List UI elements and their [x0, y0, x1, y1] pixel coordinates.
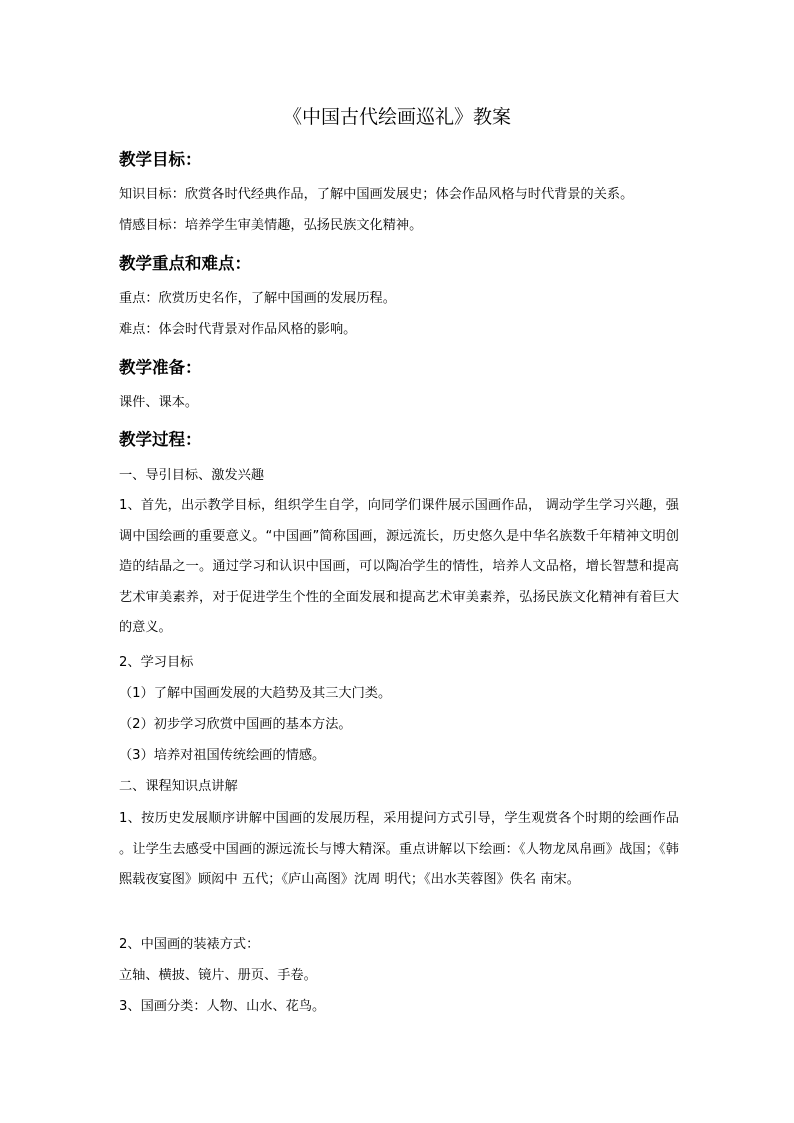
process-part1-paragraph: 1、首先，出示教学目标，组织学生自学，向同学们课件展示国画作品， 调动学生学习兴趣，强调中国绘画的重要意义。“中国画”简称国画，源远流长，历史悠久是中华名族数千年精神文明创造的结晶之一。通过学习和认识中国画，可以陶冶学生的情性，培养人文品格，增长智慧和提高艺术审美素养，对于促进学生个性的全面发展和提高艺术审美素养，弘扬民族文化精神有着巨大的意义。 [119, 498, 679, 635]
mounting-content: 立轴、横披、镜片、册页、手卷。 [119, 968, 317, 983]
learning-goal-1: （1）了解中国画发展的大趋势及其三大门类。 [119, 686, 392, 701]
process-heading: 教学过程： [119, 430, 202, 449]
process-part2-title: 二、课程知识点讲解 [119, 779, 238, 794]
painting-categories: 3、国画分类：人物、山水、花鸟。 [119, 999, 326, 1014]
mounting-title: 2、中国画的装裱方式： [119, 937, 260, 952]
key-focus: 重点：欣赏历史名作，了解中国画的发展历程。 [119, 291, 396, 306]
document-title: 《中国古代绘画巡礼》教案 [282, 106, 511, 128]
objectives-heading: 教学目标： [119, 150, 202, 169]
learning-goal-2: （2）初步学习欣赏中国画的基本方法。 [119, 717, 352, 732]
learning-goal-3: （3）培养对祖国传统绘画的情感。 [119, 748, 326, 763]
key-points-heading: 教学重点和难点： [119, 254, 251, 273]
key-difficulty: 难点：体会时代背景对作品风格的影响。 [119, 322, 357, 337]
process-part1-title: 一、导引目标、激发兴趣 [119, 468, 265, 483]
preparation-content: 课件、课本。 [119, 395, 199, 410]
emotion-objective: 情感目标：培养学生审美情趣，弘扬民族文化精神。 [119, 218, 423, 233]
learning-goals-title: 2、学习目标 [119, 655, 194, 670]
knowledge-objective: 知识目标：欣赏各时代经典作品，了解中国画发展史；体会作品风格与时代背景的关系。 [119, 187, 634, 202]
preparation-heading: 教学准备： [119, 358, 202, 377]
process-part2-paragraph: 1、按历史发展顺序讲解中国画的发展历程，采用提问方式引导，学生观赏各个时期的绘画作品 。让学生去感受中国画的源远流长与博大精深。重点讲解以下绘画：《人物龙凤帛画》战国；《韩熙载夜宴图》顾闳中 五代；《庐山高图》沈周 明代；《出水芙蓉图》佚名 南宋。 [119, 811, 679, 887]
